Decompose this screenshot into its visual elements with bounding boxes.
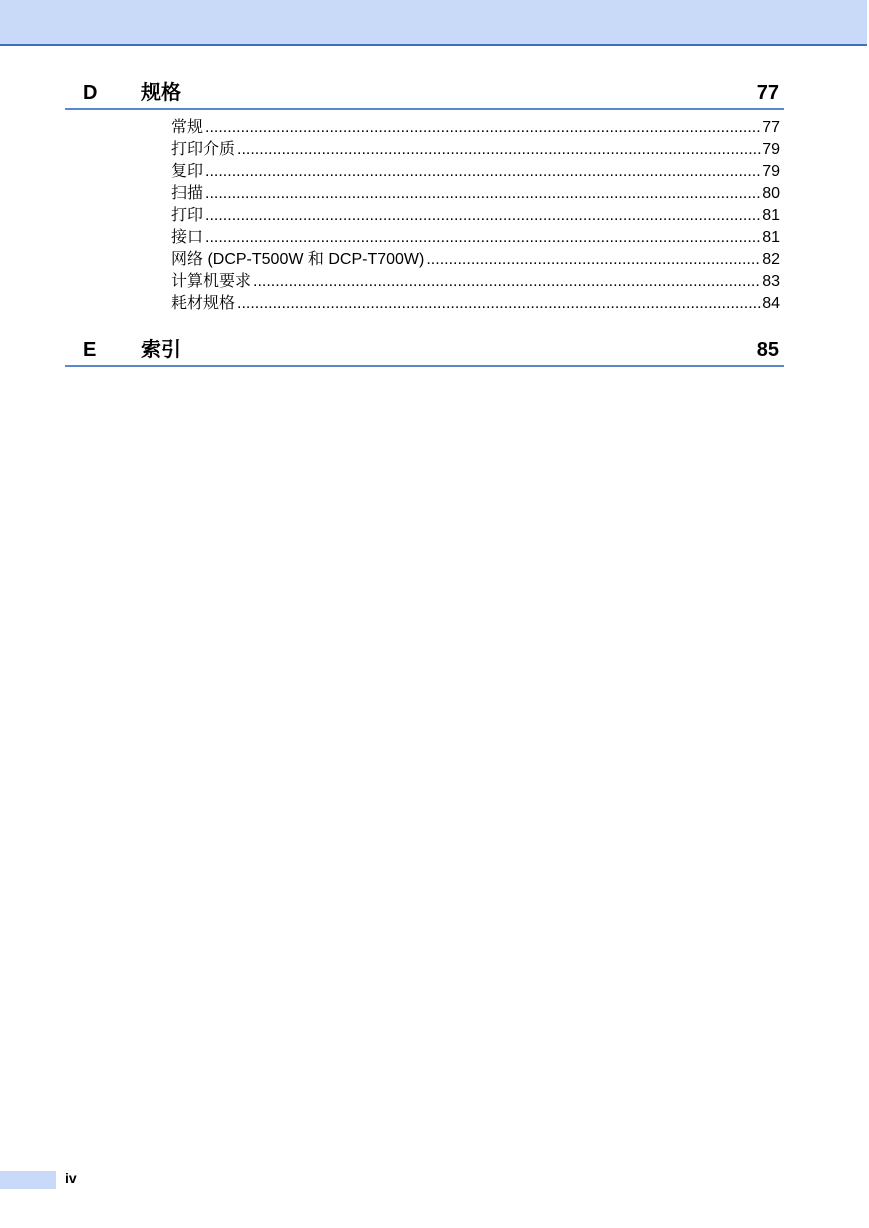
footer-page-number: iv xyxy=(65,1170,77,1186)
toc-section-specifications xyxy=(65,80,784,312)
toc-entry-label: 扫描 xyxy=(171,185,204,202)
toc-entry-label: 接口 xyxy=(171,229,204,246)
toc-entry-page: 80 xyxy=(762,185,780,202)
dot-leader xyxy=(205,161,761,183)
toc-entry-label: 常规 xyxy=(171,119,204,136)
dot-leader xyxy=(253,271,761,293)
toc-entry[interactable] xyxy=(171,139,780,161)
section-heading xyxy=(65,337,784,367)
header-band xyxy=(0,0,867,46)
section-letter: E xyxy=(83,339,97,361)
dot-leader xyxy=(237,293,761,315)
toc-entry-label: 打印 xyxy=(171,207,204,224)
toc-entry[interactable] xyxy=(171,183,780,205)
toc-entry[interactable] xyxy=(171,117,780,139)
toc-entry[interactable] xyxy=(171,205,780,227)
toc-entry-page: 79 xyxy=(762,163,780,180)
toc-entry[interactable] xyxy=(171,293,780,315)
toc-entry-label: 复印 xyxy=(171,163,204,180)
toc-entry-page: 81 xyxy=(762,207,780,224)
toc-section-index xyxy=(65,337,784,367)
toc-entry-page: 83 xyxy=(762,273,780,290)
toc-entry-label: 计算机要求 xyxy=(171,273,252,290)
toc-entry-page: 81 xyxy=(762,229,780,246)
toc-entry-label: 网络 (DCP-T500W 和 DCP-T700W) xyxy=(171,251,425,268)
toc-entry-label: 耗材规格 xyxy=(171,295,236,312)
dot-leader xyxy=(205,205,761,227)
section-title[interactable]: 索引 xyxy=(141,339,181,361)
dot-leader xyxy=(205,183,761,205)
toc-entry-label: 打印介质 xyxy=(171,141,236,158)
dot-leader xyxy=(205,117,761,139)
section-title[interactable]: 规格 xyxy=(141,82,181,104)
footer-tab xyxy=(0,1171,56,1189)
toc-entry-list xyxy=(171,117,780,315)
toc-entry[interactable] xyxy=(171,271,780,293)
toc-entry[interactable] xyxy=(171,161,780,183)
section-page-number[interactable]: 85 xyxy=(756,339,779,361)
toc-entry[interactable] xyxy=(171,249,780,271)
dot-leader xyxy=(237,139,761,161)
toc-entry-page: 77 xyxy=(762,119,780,136)
section-letter: D xyxy=(83,82,98,104)
toc-entry-page: 84 xyxy=(762,295,780,312)
section-page-number[interactable]: 77 xyxy=(756,82,779,104)
toc-entry-page: 79 xyxy=(762,141,780,158)
toc-entry[interactable] xyxy=(171,227,780,249)
dot-leader xyxy=(205,227,761,249)
section-heading xyxy=(65,80,784,110)
toc-entry-page: 82 xyxy=(762,251,780,268)
dot-leader xyxy=(426,249,761,271)
